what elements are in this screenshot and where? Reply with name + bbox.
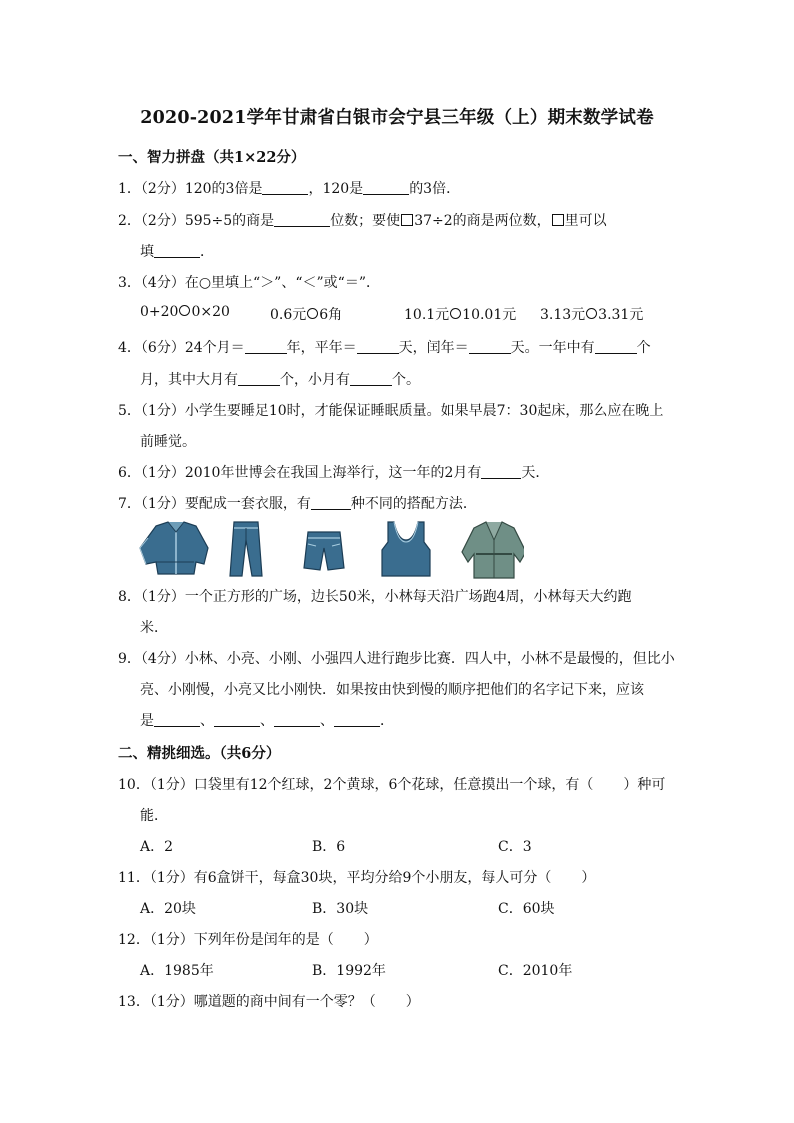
q4-text-d: 天。一年中有: [510, 340, 595, 356]
q4-text-e: 个: [636, 340, 651, 356]
question-8: [118, 586, 632, 606]
option-a[interactable]: A．20块: [140, 901, 196, 917]
q4-text-a: 4．（6分）24个月＝: [118, 340, 245, 356]
option-a[interactable]: A．2: [140, 839, 174, 855]
option-b[interactable]: B．30块: [312, 901, 369, 917]
q10-text-a: 10．（1分）口袋里有12个红球，2个黄球，6个花球，任意摸出一个球，有（: [118, 777, 594, 793]
q12-text-a: 12．（1分）下列年份是闰年的是（: [118, 932, 334, 948]
question-3: [118, 272, 380, 292]
q8-text-b: 米．: [140, 620, 168, 636]
section-1-heading: 一、智力拼盘（共1×22分）: [118, 149, 306, 166]
answer-blank[interactable]: [262, 180, 308, 195]
q3-expression: 0.6元 6角: [270, 307, 343, 323]
q5-text-b: 前睡觉。: [140, 434, 196, 450]
square-box-icon: [552, 214, 564, 226]
question-7: [118, 493, 477, 513]
q10-text-c: 能．: [140, 808, 168, 824]
answer-blank[interactable]: [469, 339, 511, 354]
answer-blank[interactable]: [357, 339, 399, 354]
q13-text-b: ）: [405, 994, 420, 1010]
answer-blank[interactable]: [238, 371, 280, 386]
question-4-continued: [140, 369, 420, 389]
answer-blank[interactable]: [595, 339, 637, 354]
option-a[interactable]: A．1985年: [140, 963, 214, 979]
question-4: [118, 337, 651, 357]
q7-text-a: 7．（1分）要配成一套衣服，有: [118, 496, 311, 512]
answer-blank[interactable]: [311, 495, 351, 510]
q4-text-g: 个，小月有: [280, 372, 350, 388]
question-6: [118, 462, 549, 482]
answer-blank[interactable]: [350, 371, 392, 386]
q9-text-a: 9．（4分）小林、小亮、小刚、小强四人进行跑步比赛．四人中，小林不是最慢的，但比小: [118, 651, 675, 667]
question-10-continued: [140, 805, 168, 825]
separator: 、: [320, 713, 334, 729]
trousers-icon: [230, 522, 262, 576]
q2-text-f: ．: [200, 244, 214, 260]
shorts-icon: [304, 532, 344, 570]
answer-blank[interactable]: [481, 464, 521, 479]
option-b[interactable]: B．6: [312, 839, 346, 855]
q4-text-f: 月，其中大月有: [140, 372, 238, 388]
vest-icon: [382, 522, 430, 576]
q2-text-e: 填: [140, 244, 154, 260]
answer-blank[interactable]: [245, 339, 287, 354]
option-c[interactable]: C．3: [498, 839, 532, 855]
q6-text-b: 天．: [521, 465, 550, 481]
question-1: [118, 178, 460, 198]
compare-circle-icon[interactable]: [586, 308, 597, 319]
q4-text-c: 天，闰年＝: [398, 340, 469, 356]
q3-expression: 10.1元 10.01元: [404, 307, 517, 323]
q8-text-a: 8．（1分）一个正方形的广场，边长50米，小林每天沿广场跑4周，小林每天大约跑: [118, 589, 632, 605]
question-9-line-3: [140, 710, 394, 730]
question-9: [118, 648, 675, 668]
q9-text-c: 是: [140, 713, 154, 729]
section-2-heading: 二、精挑细选。（共6分）: [118, 745, 281, 762]
q9-text-b: 亮、小刚慢，小亮又比小刚快．如果按由快到慢的顺序把他们的名字记下来，应该: [140, 682, 644, 698]
question-5: [118, 400, 663, 420]
compare-circle-icon[interactable]: [179, 305, 190, 316]
question-12: [118, 929, 378, 949]
question-9-line-2: [140, 679, 644, 699]
q11-text-b: ）: [581, 870, 596, 886]
q6-text-a: 6．（1分）2010年世博会在我国上海举行，这一年的2月有: [118, 465, 482, 481]
q2-text-d: 里可以: [564, 213, 607, 229]
square-box-icon: [401, 214, 413, 226]
question-11: [118, 867, 595, 887]
jacket-icon: [140, 522, 208, 574]
question-8-continued: [140, 617, 168, 637]
q5-text-a: 5．（1分）小学生要睡足10时，才能保证睡眠质量。如果早晨7：30起床，那么应在晚上: [118, 403, 664, 419]
separator: 、: [200, 713, 214, 729]
q3-expression: 0+20 0×20: [140, 304, 230, 320]
question-13: [118, 991, 420, 1011]
q3-expression: 3.13元 3.31元: [540, 307, 644, 323]
q7-text-b: 种不同的搭配方法．: [350, 496, 477, 512]
option-c[interactable]: C．60块: [498, 901, 555, 917]
q3-text: 3．（4分）在○里填上“＞”、“＜”或“＝”．: [118, 275, 380, 291]
question-2-continued: [140, 241, 214, 261]
q9-end: ．: [380, 713, 394, 729]
answer-blank[interactable]: [154, 712, 200, 727]
option-b[interactable]: B．1992年: [312, 963, 386, 979]
compare-circle-icon[interactable]: [450, 308, 461, 319]
answer-blank[interactable]: [363, 180, 409, 195]
answer-blank[interactable]: [274, 212, 330, 227]
clothing-images: [134, 518, 524, 580]
q2-text-c: 37÷2的商是两位数，: [414, 213, 551, 229]
coat-icon: [462, 522, 524, 578]
answer-blank[interactable]: [214, 712, 260, 727]
q1-text-a: 1．（2分）120的3倍是: [118, 181, 263, 197]
q13-text-a: 13．（1分）哪道题的商中间有一个零？（: [118, 994, 376, 1010]
answer-blank[interactable]: [334, 712, 380, 727]
q4-text-h: 个。: [392, 372, 420, 388]
q1-text-c: 的3倍．: [409, 181, 461, 197]
q10-text-b: ）种可: [623, 777, 666, 793]
question-2: [118, 210, 607, 230]
q4-text-b: 年，平年＝: [286, 340, 357, 356]
question-10: [118, 774, 665, 794]
q12-text-b: ）: [363, 932, 378, 948]
option-c[interactable]: C．2010年: [498, 963, 573, 979]
q1-text-b: ，120是: [308, 181, 364, 197]
page-title: 2020-2021学年甘肃省白银市会宁县三年级（上）期末数学试卷: [140, 108, 654, 128]
q11-text-a: 11．（1分）有6盒饼干，每盒30块，平均分给9个小朋友，每人可分（: [118, 870, 552, 886]
q2-text-b: 位数；要使: [330, 213, 401, 229]
question-5-continued: [140, 431, 196, 451]
answer-blank[interactable]: [154, 243, 200, 258]
q2-text-a: 2．（2分）595÷5的商是: [118, 213, 275, 229]
answer-blank[interactable]: [274, 712, 320, 727]
separator: 、: [260, 713, 274, 729]
compare-circle-icon[interactable]: [307, 308, 318, 319]
